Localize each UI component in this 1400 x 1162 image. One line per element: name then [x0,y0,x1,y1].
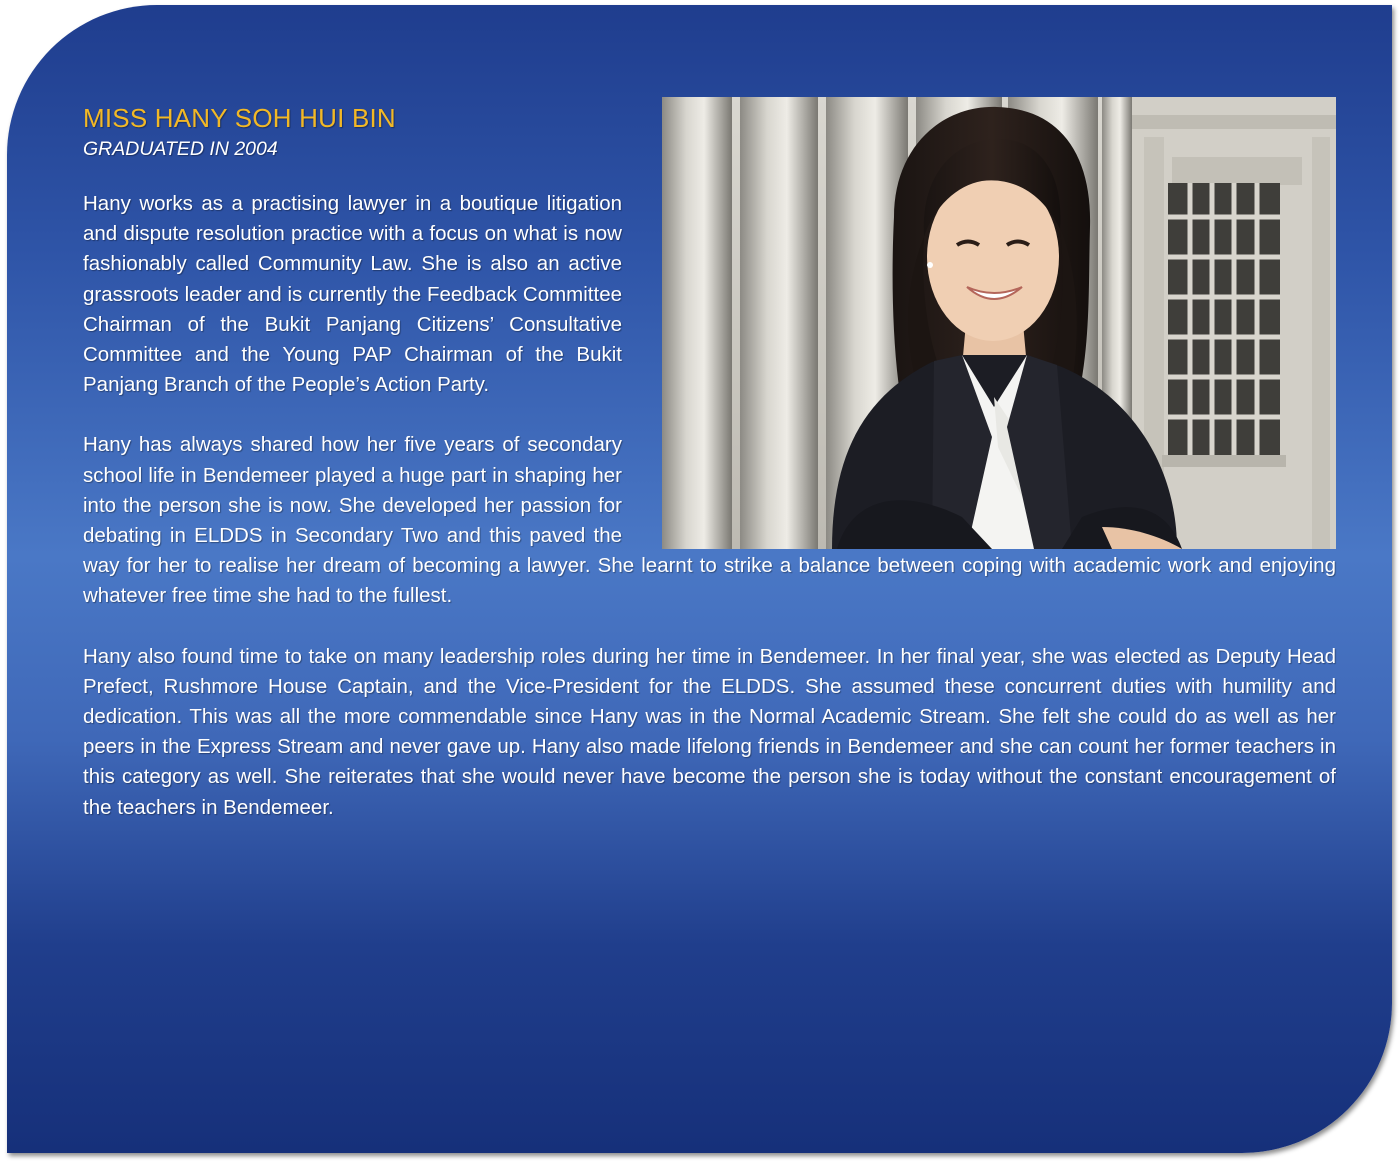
portrait-photo [662,97,1336,549]
bio-paragraph-2: Hany has always shared how her five years of secondary school life in Bendemeer played a huge part in shaping her into the person she is now. She developed her passion for debating in ELDDS in Secondary Two and this paved the way for her to realise her dream of becoming a lawyer. She learnt to strike a balance between coping with academic work and enjoying whatever free time she had to the fullest. [83,433,1336,608]
graduation-year: GRADUATED IN 2004 [83,138,278,160]
profile-card [7,5,1392,1153]
profile-content [83,97,1336,853]
portrait-illustration [662,97,1336,549]
bio-paragraph-3: Hany also found time to take on many leadership roles during her time in Bendemeer. In her final year, she was elected as Deputy Head Prefect, Rushmore House Captain, and the Vice-President for the ELDDS. She assumed these concurrent duties with humility and dedication. This was all the more commendable since Hany was in the Normal Academic Stream. She felt she could do as well as her peers in the Express Stream and never gave up. Hany also made lifelong friends in Bendemeer and she can count her former teachers in this category as well. She reiterates that she would never have become the person she is today without the constant encouragement of the teachers in Bendemeer. [83,644,1336,819]
bio-paragraph-1: Hany works as a practising lawyer in a boutique litigation and dispute resolution practice with a focus on what is now fashionably called Community Law. She is also an active grassroots leader and is currently the Feedback Committee Chairman of the Bukit Panjang Citizens’ Consultative Committee and the Young PAP Chairman of the Bukit Panjang Branch of the People’s Action Party. [83,192,622,397]
profile-name: MISS HANY SOH HUI BIN [83,103,396,133]
